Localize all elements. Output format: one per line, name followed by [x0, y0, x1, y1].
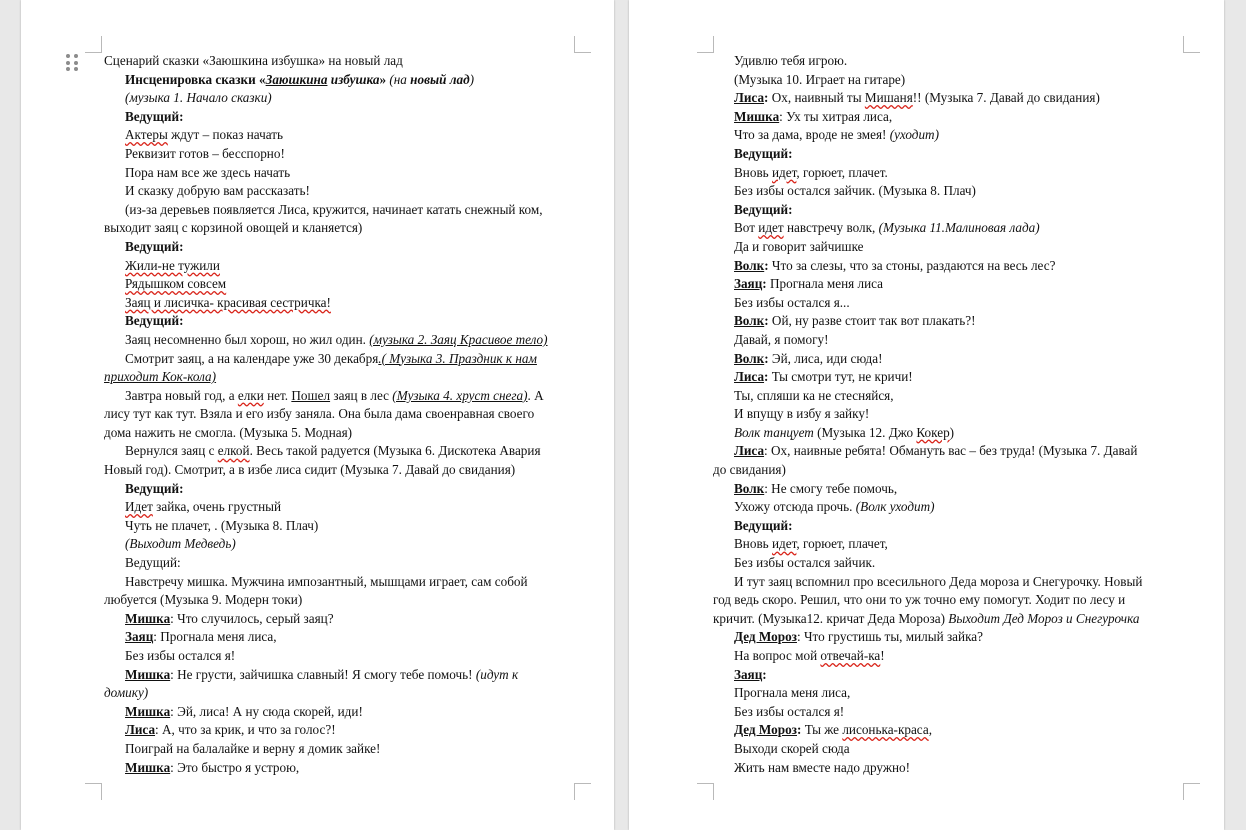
- text-run: ): [469, 71, 475, 87]
- text-run: Ведущий:: [125, 555, 181, 571]
- text-line: [713, 684, 1173, 703]
- text-run: Ох, наивный ты: [771, 90, 865, 106]
- document-page-left[interactable]: [21, 0, 614, 830]
- text-run: : Ох, наивные ребята! Обмануть вас – без труда! (Музыка 7. Давай: [764, 443, 1138, 459]
- text-run: (Волк уходит): [855, 499, 935, 515]
- text-run: : Прогнала меня лиса,: [153, 629, 277, 645]
- text-run: Ведущий:: [125, 480, 184, 496]
- text-run: Без избы остался я!: [125, 648, 236, 663]
- text-line: [713, 387, 1173, 406]
- text-line: [104, 368, 584, 387]
- text-run: Лиса: [734, 90, 765, 106]
- text-run: Заяц несомненно был хорош, но жил один.: [125, 331, 370, 347]
- text-run: Ведущий:: [734, 201, 793, 217]
- text-run: (на: [389, 71, 411, 87]
- crop-mark-top-left: [697, 36, 714, 53]
- spellcheck-word: Актеры: [125, 127, 168, 143]
- text-run: Новый год). Смотрит, а в избе лиса сидит (Музыка 7. Давай до свидания): [104, 462, 516, 478]
- text-run: кричит. (Музыка12. кричат Деда Мороза): [713, 610, 949, 626]
- text-run: Смотрит заяц, а на календаре уже 30 декабря: [125, 350, 379, 366]
- text-run: ждут – показ начать: [167, 127, 284, 143]
- spellcheck-word: Идет: [125, 499, 153, 515]
- text-run: Навстречу мишка. Мужчина импозантный, мышцами играет, сам собой: [125, 573, 528, 589]
- document-page-right[interactable]: [629, 0, 1224, 830]
- text-run: нет.: [263, 387, 292, 403]
- text-run: Волк: [734, 257, 765, 273]
- text-run: (Музыка 11.Малиновая лада): [878, 220, 1040, 236]
- text-run: :: [764, 257, 772, 273]
- text-run: Заяц: [734, 666, 763, 682]
- spellcheck-word: Мишаня: [864, 90, 913, 106]
- text-run: Без избы остался зайчик. (Музыка 8. Плач): [734, 183, 976, 199]
- text-line: [104, 71, 584, 90]
- text-run: приходит Кок-кола): [104, 369, 217, 385]
- text-run: Ухожу отсюда прочь.: [734, 499, 856, 515]
- text-line: [713, 164, 1173, 183]
- text-run: (Выходит Медведь): [125, 536, 236, 552]
- text-run: Без избы остался я!: [734, 703, 845, 719]
- text-run: Что за слезы, что за стоны, раздаются на весь лес?: [771, 257, 1056, 273]
- text-line: [713, 442, 1173, 461]
- text-line: [713, 238, 1173, 257]
- text-line: [104, 405, 584, 424]
- crop-mark-bottom-left: [85, 783, 102, 800]
- text-line: [713, 275, 1173, 294]
- text-line: [713, 535, 1173, 554]
- text-line: [104, 554, 584, 573]
- text-line: [104, 331, 584, 350]
- text-run: Вновь: [734, 536, 772, 552]
- text-run: Ты, спляши ка не стесняйся,: [734, 387, 894, 403]
- text-line: [104, 126, 584, 145]
- text-line: [104, 740, 584, 759]
- text-run: избушка: [327, 71, 380, 87]
- text-run: Волк: [734, 350, 765, 366]
- text-line: [713, 759, 1173, 778]
- spellcheck-word: идет: [772, 164, 797, 180]
- text-run: Да и говорит зайчишке: [734, 238, 864, 254]
- text-run: . Весь такой радуется (Музыка 6. Дискотека Авария: [249, 443, 541, 459]
- text-line: [713, 368, 1173, 387]
- text-run: дома нажить не смогла. (Музыка 5. Модная): [104, 424, 353, 440]
- text-run: Вернулся заяц с: [125, 443, 218, 459]
- text-line: [713, 424, 1173, 443]
- text-line: [713, 350, 1173, 369]
- text-run: Ведущий:: [125, 238, 184, 254]
- text-run: :: [762, 666, 767, 682]
- text-run: :: [764, 313, 772, 329]
- text-run: навстречу волк,: [783, 220, 879, 236]
- text-run: Прогнала меня лиса: [770, 276, 884, 292]
- text-run: Мишка: [734, 108, 780, 124]
- text-run: Заяц: [734, 276, 763, 292]
- text-line: [713, 219, 1173, 238]
- text-run: Волк: [734, 480, 765, 496]
- text-line: [713, 517, 1173, 536]
- text-run: Заяц: [125, 629, 154, 645]
- text-run: Эй, лиса, иди сюда!: [771, 350, 883, 366]
- text-run: год ведь скоро. Решил, что они то уж точно ему помогут. Ходит по лесу и: [713, 592, 1126, 608]
- text-run: (Музыка 4. хруст снега): [392, 387, 528, 403]
- text-run: Мишка: [125, 666, 171, 682]
- text-run: : Не грусти, зайчишка славный! Я смогу тебе помочь!: [170, 666, 476, 682]
- crop-mark-bottom-right: [1183, 783, 1200, 800]
- text-line: [713, 126, 1173, 145]
- text-run: Мишка: [125, 759, 171, 775]
- text-line: [713, 703, 1173, 722]
- text-run: Лиса: [734, 369, 765, 385]
- text-line: [713, 145, 1173, 164]
- text-line: [713, 666, 1173, 685]
- text-run: Прогнала меня лиса,: [734, 685, 851, 701]
- text-run: ): [949, 424, 955, 440]
- text-line: [713, 721, 1173, 740]
- text-line: [713, 498, 1173, 517]
- text-run: :: [764, 369, 772, 385]
- text-line: [713, 89, 1173, 108]
- text-run: (из-за деревьев появляется Лиса, кружится, начинает катать снежный ком,: [125, 201, 543, 217]
- text-line: [713, 294, 1173, 313]
- text-run: :: [762, 276, 770, 292]
- spellcheck-word: идет: [758, 220, 784, 236]
- text-line: [713, 554, 1173, 573]
- text-line: [104, 666, 584, 685]
- text-run: : Что случилось, серый заяц?: [170, 610, 334, 626]
- crop-mark-top-left: [85, 36, 102, 53]
- text-line: [713, 182, 1173, 201]
- text-line: [104, 591, 584, 610]
- text-line: [713, 573, 1173, 592]
- text-line: [104, 535, 584, 554]
- text-line: [104, 257, 584, 276]
- text-line: [104, 424, 584, 443]
- text-line: [713, 480, 1173, 499]
- text-line: [104, 201, 584, 220]
- text-line: [104, 610, 584, 629]
- text-run: любуется (Музыка 9. Модерн токи): [104, 592, 303, 608]
- text-run: »: [379, 71, 390, 87]
- text-run: Лиса: [734, 443, 765, 459]
- text-run: : Это быстро я устрою,: [170, 759, 300, 775]
- text-line: [713, 405, 1173, 424]
- text-run: На вопрос мой: [734, 648, 821, 663]
- crop-mark-bottom-left: [697, 783, 714, 800]
- page-text-left[interactable]: [104, 52, 584, 777]
- text-line: [104, 89, 584, 108]
- text-line: [104, 461, 584, 480]
- text-run: Ты же: [804, 722, 843, 738]
- text-run: , горюет, плачет.: [796, 164, 888, 180]
- text-run: . А: [527, 387, 544, 403]
- text-line: [713, 461, 1173, 480]
- text-run: Ведущий:: [734, 145, 793, 161]
- text-line: [104, 108, 584, 127]
- spellcheck-word: елки: [237, 387, 264, 403]
- text-run: (музыка 1. Начало сказки): [125, 90, 272, 106]
- text-run: И сказку добрую вам рассказать!: [125, 183, 310, 199]
- text-run: Инсценировка сказки: [125, 71, 260, 87]
- text-run: Завтра новый год, а: [125, 387, 238, 403]
- text-line: [713, 52, 1173, 71]
- text-run: : Эй, лиса! А ну сюда скорей, иди!: [170, 703, 363, 719]
- spellcheck-word: отвечай-ка: [820, 648, 881, 663]
- document-title: Сценарий сказки «Заюшкина избушка» на новый лад: [104, 53, 403, 68]
- text-line: [713, 312, 1173, 331]
- text-run: Волк танцует: [734, 424, 814, 440]
- text-line: [104, 294, 584, 313]
- text-run: Выходи скорей сюда: [734, 740, 850, 756]
- text-run: Дед Мороз: [734, 629, 797, 645]
- text-run: выходит заяц с корзиной овощей и кланяется): [104, 220, 363, 236]
- text-line: [104, 387, 584, 406]
- text-line: [104, 145, 584, 164]
- crop-mark-top-right: [574, 36, 591, 53]
- text-line: [713, 257, 1173, 276]
- crop-mark-top-right: [1183, 36, 1200, 53]
- text-run: , горюет, плачет,: [796, 536, 888, 552]
- text-run: Давай, я помогу!: [734, 331, 829, 347]
- text-run: Дед Мороз: [734, 722, 797, 738]
- text-line: [104, 647, 584, 666]
- text-run: Чуть не плачет, . (Музыка 8. Плач): [125, 517, 319, 533]
- spellcheck-word: елкой: [217, 443, 250, 459]
- text-run: Пора нам все же здесь начать: [125, 164, 291, 180]
- text-line: [104, 759, 584, 778]
- text-run: Ведущий:: [125, 108, 184, 124]
- text-run: Без избы остался зайчик.: [734, 555, 876, 571]
- text-run: Пошел: [291, 387, 331, 403]
- text-line: [104, 275, 584, 294]
- text-run: !: [880, 648, 885, 663]
- text-run: зайка, очень грустный: [152, 499, 282, 515]
- text-line: [104, 703, 584, 722]
- text-run: :: [764, 350, 772, 366]
- text-run: !! (Музыка 7. Давай до свидания): [912, 90, 1100, 106]
- text-run: Выходит Дед Мороз и Снегурочка: [948, 610, 1140, 626]
- text-line: [713, 331, 1173, 350]
- text-line: [713, 740, 1173, 759]
- text-run: Реквизит готов – бесспорно!: [125, 145, 285, 161]
- text-run: Ведущий:: [125, 313, 184, 329]
- text-run: Ведущий:: [734, 517, 793, 533]
- text-run: (идут к: [475, 666, 519, 682]
- page-text-right[interactable]: [713, 52, 1173, 777]
- text-run: И впущу в избу я зайку!: [734, 406, 870, 422]
- text-run: :: [796, 722, 805, 738]
- text-run: (Музыка 12. Джо: [813, 424, 917, 440]
- text-line: [104, 684, 584, 703]
- text-line: [104, 182, 584, 201]
- spellcheck-word: Заяц и лисичка- красивая сестричка!: [125, 294, 331, 310]
- text-line: [713, 201, 1173, 220]
- spellcheck-word: Кокер: [916, 424, 950, 440]
- text-line: [713, 71, 1173, 90]
- text-run: : Что грустишь ты, милый зайка?: [796, 629, 984, 645]
- text-run: :: [764, 90, 772, 106]
- text-line: [104, 480, 584, 499]
- text-line: [104, 164, 584, 183]
- text-run: И тут заяц вспомнил про всесильного Деда мороза и Снегурочку. Новый: [734, 573, 1143, 589]
- text-line: [104, 312, 584, 331]
- text-run: Поиграй на балалайке и верну я домик зайке!: [125, 740, 381, 756]
- text-line: [713, 647, 1173, 666]
- spellcheck-word: лисонька-краса: [842, 722, 929, 738]
- spellcheck-word: идет: [772, 536, 797, 552]
- text-run: новый лад: [410, 71, 470, 87]
- text-run: домику): [104, 685, 149, 701]
- text-line: [104, 721, 584, 740]
- text-line: [104, 238, 584, 257]
- text-run: : А, что за крик, и что за голос?!: [155, 722, 336, 738]
- text-run: Лиса: [125, 722, 156, 738]
- text-run: (уходит): [889, 127, 939, 143]
- crop-mark-bottom-right: [574, 783, 591, 800]
- text-run: Мишка: [125, 610, 171, 626]
- text-line: [713, 591, 1173, 610]
- text-line: [104, 350, 584, 369]
- text-run: Жить нам вместе надо дружно!: [734, 759, 911, 775]
- text-run: Без избы остался я...: [734, 294, 850, 310]
- text-run: Заюшкина: [265, 71, 328, 87]
- text-run: до свидания): [713, 462, 786, 478]
- text-run: .( Музыка 3. Праздник к нам: [378, 350, 537, 366]
- text-run: (Музыка 10. Играет на гитаре): [734, 71, 906, 87]
- text-run: Удивлю тебя игрою.: [734, 53, 848, 68]
- spellcheck-word: Рядышком совсем: [125, 276, 227, 292]
- text-run: «: [259, 71, 266, 87]
- text-run: Вот: [734, 220, 759, 236]
- text-line: [713, 108, 1173, 127]
- text-run: заяц в лес: [330, 387, 393, 403]
- text-line: [104, 573, 584, 592]
- text-run: ,: [928, 722, 932, 738]
- text-line: [104, 442, 584, 461]
- text-run: : Не смогу тебе помочь,: [764, 480, 898, 496]
- text-line: [713, 610, 1173, 629]
- text-run: Вновь: [734, 164, 772, 180]
- text-run: Мишка: [125, 703, 171, 719]
- text-run: Что за дама, вроде не змея!: [734, 127, 890, 143]
- text-line: [104, 498, 584, 517]
- text-run: (музыка 2. Заяц Красивое тело): [369, 331, 548, 347]
- text-line: [104, 219, 584, 238]
- text-run: Ой, ну разве стоит так вот плакать?!: [771, 313, 976, 329]
- text-line: [104, 517, 584, 536]
- text-line: [104, 628, 584, 647]
- text-line: [713, 628, 1173, 647]
- text-run: Ты смотри тут, не кричи!: [771, 369, 913, 385]
- text-run: лису тут как тут. Взяла и его избу заняла. Она была дама своенравная своего: [104, 406, 535, 422]
- text-run: : Ух ты хитрая лиса,: [779, 108, 893, 124]
- spellcheck-word: Жили-не тужили: [125, 257, 220, 273]
- drag-handle-icon[interactable]: [66, 54, 78, 72]
- text-run: Волк: [734, 313, 765, 329]
